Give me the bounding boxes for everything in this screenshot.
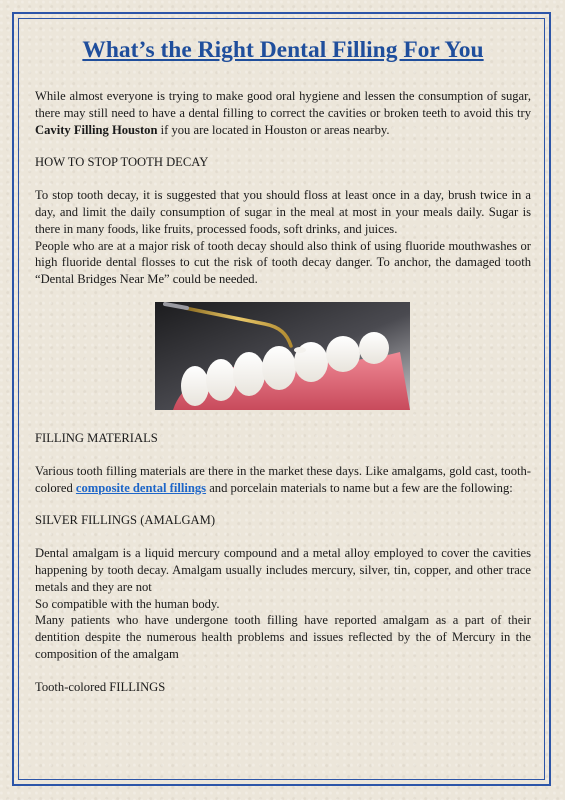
heading-filling-materials: FILLING MATERIALS bbox=[35, 430, 158, 445]
article bbox=[35, 36, 531, 696]
decay-paragraph-1: To stop tooth decay, it is suggested that you should floss at least once in a day, brush twice in a day, and limit the daily consumption of sugar in the meal at most in your meals daily. Sugar is there in many foods, like fruits, processed foods, soft drinks, and juices. bbox=[35, 188, 531, 236]
materials-paragraph bbox=[35, 463, 531, 497]
dental-filling-photo bbox=[155, 302, 410, 410]
silver-paragraph-3: Many patients who have undergone tooth filling have reported amalgam as a part of their dentition despite the numerous health problems and issues reflected by the of Mercury in the composition of the amalgam bbox=[35, 613, 531, 661]
page-title: What’s the Right Dental Filling For You bbox=[82, 37, 484, 63]
intro-paragraph bbox=[35, 88, 531, 138]
intro-bold-keyword: Cavity Filling Houston bbox=[35, 122, 158, 137]
decay-paragraph-2: People who are at a major risk of tooth decay should also think of using fluoride mouthwashes or high fluoride dental flosses to cut the risk of tooth decay danger. To anchor, the damaged tooth “Dental Bridges Near Me” could be needed. bbox=[35, 238, 531, 287]
silver-paragraph-1: Dental amalgam is a liquid mercury compound and a metal alloy employed to cover the cavities happening by tooth decay. Amalgam usually includes mercury, silver, tin, copper, and other trace metals and they are not bbox=[35, 546, 531, 594]
materials-text-end: and porcelain materials to name but a few are the following: bbox=[206, 480, 513, 495]
composite-fillings-link[interactable]: composite dental fillings bbox=[75, 480, 207, 495]
materials-text: Various tooth filling materials are there in the market these days. Like amalgams, gold cast, tooth-colored bbox=[35, 463, 531, 495]
heading-tooth-colored: Tooth-colored FILLINGS bbox=[35, 679, 166, 694]
intro-text-end: if you are located in Houston or areas nearby. bbox=[157, 122, 390, 137]
heading-stop-decay: HOW TO STOP TOOTH DECAY bbox=[35, 155, 209, 170]
dental-image-block bbox=[35, 294, 531, 430]
heading-silver-fillings: SILVER FILLINGS (AMALGAM) bbox=[35, 513, 216, 528]
intro-text: While almost everyone is trying to make good oral hygiene and lessen the consumption of sugar, there may still need to have a dental filling to correct the cavities or broken teeth to avoid this try bbox=[35, 89, 531, 120]
silver-paragraph-2: So compatible with the human body. bbox=[35, 596, 220, 611]
